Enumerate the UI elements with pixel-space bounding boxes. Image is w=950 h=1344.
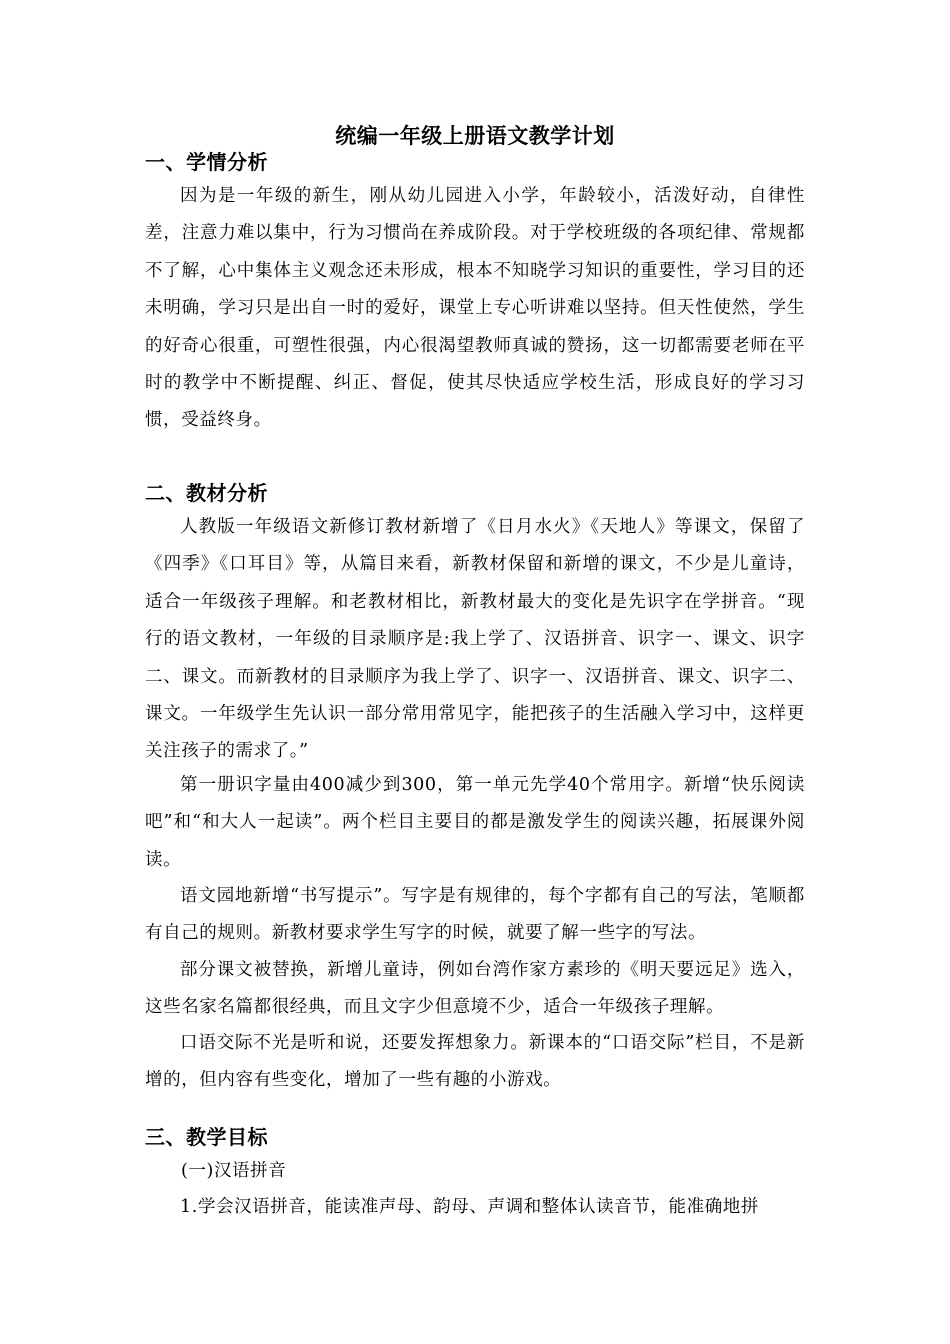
document-title: 统编一年级上册语文教学计划 (335, 124, 615, 148)
section-heading-2: 二、教材分析 (145, 481, 268, 505)
section-3-paragraph-1: 1.学会汉语拼音，能读准声母、韵母、声调和整体认读音节，能准确地拼 (180, 1197, 759, 1217)
section-heading-1: 一、学情分析 (145, 150, 268, 174)
section-2-paragraph-4: 部分课文被替换，新增儿童诗，例如台湾作家方素珍的《明天要远足》选入，这些名家名篇都很经典，而且文字少但意境不少，适合一年级孩子理解。 (145, 960, 805, 1018)
section-2-paragraph-5: 口语交际不光是听和说，还要发挥想象力。新课本的“口语交际”栏目，不是新增的，但内容有些变化，增加了一些有趣的小游戏。 (145, 1033, 805, 1091)
section-3-subheading: (一)汉语拼音 (181, 1161, 287, 1181)
section-2-paragraph-1: 人教版一年级语文新修订教材新增了《日月水火》《天地人》等课文，保留了《四季》《口耳目》等，从篇目来看，新教材保留和新增的课文，不少是儿童诗，适合一年级孩子理解。和老教材相比，新教材最大的变化是先识字在学拼音。“现行的语文教材，一年级的目录顺序是:我上学了、汉语拼音、识字一、课文、识字二、课文。而新教材的目录顺序为我上学了、识字一、汉语拼音、课文、识字二、课文。一年级学生先认识一部分常用常见字，能把孩子的生活融入学习中，这样更关注孩子的需求了。” (145, 517, 805, 762)
section-heading-3: 三、教学目标 (145, 1125, 268, 1149)
section-2-paragraph-3: 语文园地新增“书写提示”。写字是有规律的，每个字都有自己的写法，笔顺都有自己的规则。新教材要求学生写字的时候，就要了解一些字的写法。 (145, 886, 805, 944)
section-2-paragraph-2: 第一册识字量由400减少到300，第一单元先学40个常用字。新增“快乐阅读吧”和“和大人一起读”。两个栏目主要目的都是激发学生的阅读兴趣，拓展课外阅读。 (145, 775, 805, 870)
section-1-paragraph-1: 因为是一年级的新生，刚从幼儿园进入小学，年龄较小，活泼好动，自律性差，注意力难以集中，行为习惯尚在养成阶段。对于学校班级的各项纪律、常规都不了解，心中集体主义观念还未形成，根本不知晓学习知识的重要性，学习目的还未明确，学习只是出自一时的爱好，课堂上专心听讲难以坚持。但天性使然，学生的好奇心很重，可塑性很强，内心很渴望教师真诚的赞扬，这一切都需要老师在平时的教学中不断提醒、纠正、督促，使其尽快适应学校生活，形成良好的学习习惯，受益终身。 (145, 186, 805, 431)
